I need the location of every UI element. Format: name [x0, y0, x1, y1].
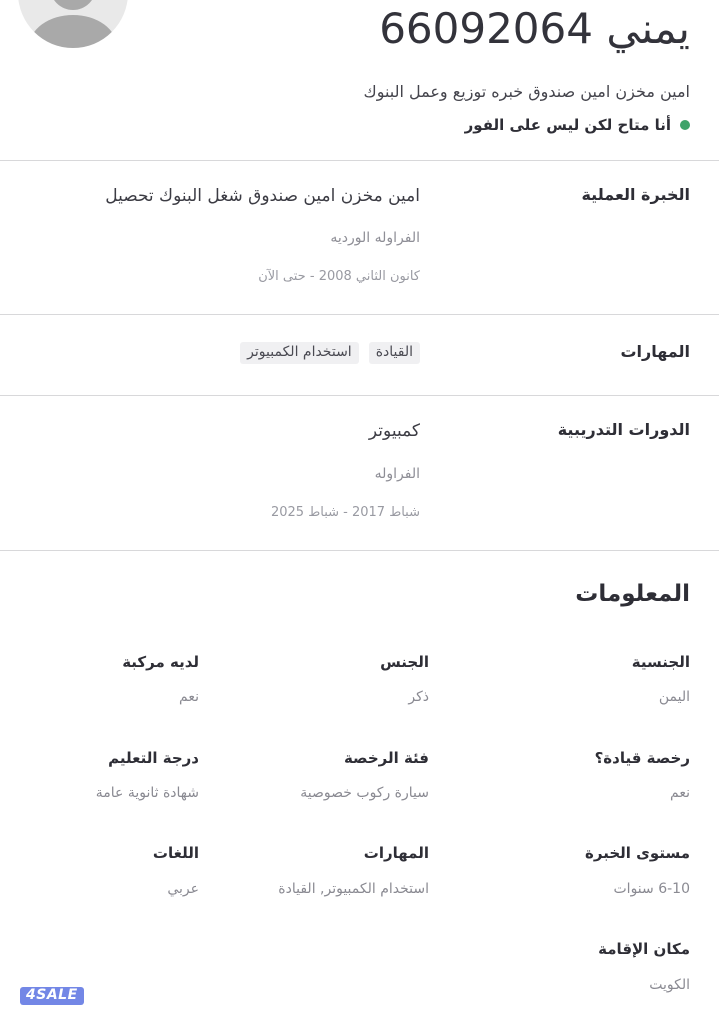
info-item-languages: اللغات عربي — [152, 844, 199, 898]
info-item-experience-level: مستوى الخبرة 6-10 سنوات — [585, 844, 690, 898]
info-item-skills: المهارات استخدام الكمبيوتر, القيادة — [278, 844, 429, 898]
info-item-gender: الجنس ذكر — [380, 652, 429, 706]
skills-content — [29, 342, 420, 364]
4sale-logo: 4SALE — [20, 987, 84, 1005]
avatar-person-icon — [50, 0, 96, 10]
skills-section — [0, 315, 719, 395]
experience-section-label: الخبرة العملية — [581, 185, 690, 205]
info-item-driving-license: رخصة قيادة؟ نعم — [594, 748, 690, 802]
skill-tag: استخدام الكمبيوتر — [240, 342, 359, 364]
courses-section — [0, 396, 719, 549]
availability-text: أنا متاح لكن ليس على الفور — [464, 116, 671, 135]
course-provider: الفراوله — [374, 465, 420, 482]
skill-tag: القيادة — [369, 342, 420, 364]
experience-job-title: امين مخزن امين صندوق شغل البنوك تحصيل — [105, 186, 420, 207]
profile-subtitle: امين مخزن امين صندوق خبره توزيع وعمل البنوك — [363, 82, 690, 102]
experience-period: كانون الثاني 2008 - حتى الآن — [258, 269, 420, 285]
courses-content — [29, 420, 420, 519]
info-item-residence: مكان الإقامة الكويت — [598, 940, 690, 994]
info-item-nationality: الجنسية اليمن — [631, 652, 690, 706]
divider — [0, 550, 719, 551]
page-title: يمني 66092064 — [379, 4, 690, 53]
profile-avatar — [18, 0, 128, 48]
courses-section-label: الدورات التدريبية — [557, 420, 690, 440]
info-item-education: درجة التعليم شهادة ثانوية عامة — [95, 748, 199, 802]
experience-company: الفراوله الورديه — [330, 230, 420, 247]
info-item-license-category: فئة الرخصة سيارة ركوب خصوصية — [300, 748, 429, 802]
availability-status — [29, 116, 690, 134]
skill-tags — [29, 342, 420, 364]
skills-section-label: المهارات — [620, 342, 690, 362]
status-dot-icon — [680, 120, 690, 130]
info-item-has-vehicle: لديه مركبة نعم — [122, 652, 199, 706]
information-title: المعلومات — [575, 580, 690, 607]
course-name: كمبيوتر — [368, 421, 420, 442]
course-period: شباط 2017 - شباط 2025 — [270, 504, 420, 520]
experience-section — [0, 161, 719, 314]
experience-content — [29, 185, 420, 284]
avatar-person-icon — [29, 15, 117, 48]
information-section — [0, 581, 719, 995]
information-grid — [29, 653, 690, 995]
